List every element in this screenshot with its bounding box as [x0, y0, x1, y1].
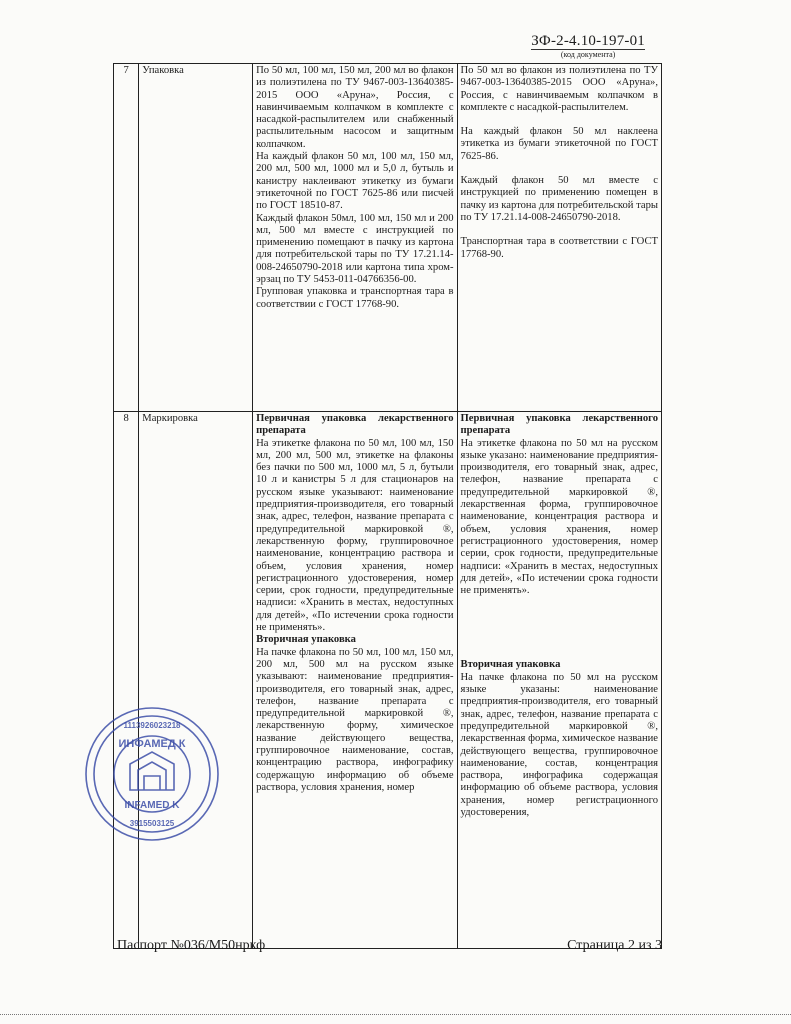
- row-number: 8: [114, 412, 139, 949]
- table-row: [114, 412, 662, 949]
- packaging-new-para-3: Каждый флакон 50 мл вместе с инструкцией по применению помещен в пачку из картона для потребительской тары по ТУ 17.21.14-008-24650790-2018.: [460, 175, 658, 223]
- packaging-para-1: По 50 мл, 100 мл, 150 мл, 200 мл во флакон из полиэтилена по ТУ 9467-003-13640385-2015 ООО «Аруна», Россия, с навинчиваемым колпачком в комплекте с насадкой-распылителем или снабженный распылительным насосом и защитным колпачком.: [256, 65, 454, 150]
- packaging-para-3: Каждый флакон 50мл, 100 мл, 150 мл и 200 мл, 500 мл вместе с инструкцией по применению помещают в пачку из картона для потребительской тары по ТУ 17.21.14-008-24650790-2018 или картона типа хром-эрзац по ТУ 5453-011-04766356-00.: [256, 212, 454, 286]
- passport-number: Паспорт №036/М50нркф: [117, 938, 266, 953]
- packaging-para-2: На каждый флакон 50 мл, 100 мл, 150 мл, 200 мл, 500 мл, 1000 мл и 5,0 л, бутыль и канистру наклеивают этикетку из бумаги этикеточной по ГОСТ 7625-86 или писчей по ГОСТ 18510-87.: [256, 151, 454, 212]
- packaging-new-para-2: На каждый флакон 50 мл наклеена этикетка из бумаги этикеточной по ГОСТ 7625-86.: [460, 126, 658, 162]
- document-code: ЗФ-2-4.10-197-01: [531, 33, 645, 49]
- document-code-caption: (код документа): [531, 49, 645, 60]
- old-value-cell: [253, 412, 457, 949]
- packaging-new-para-4: Транспортная тара в соответствии с ГОСТ 17768-90.: [460, 236, 658, 260]
- stamp-company-name: ИНФАМЕД К: [118, 738, 186, 750]
- stamp-company-latin: INFAMED K: [124, 800, 180, 811]
- row-title: Маркировка: [139, 412, 253, 949]
- primary-packaging-text-new: На этикетке флакона по 50 мл на русском языке указано: наименование предприятия-производителя, его товарный знак, адрес, телефон, название препарата с предупредительной маркировкой ®, лекарственная форма, группировочное наименование, концентрация раствора и объем, условия хранения, номер регистрационного удостоверения, номер серии, срок годности, предупредительные надписи: «Хранить в местах, недоступных для детей», «По истечении срока годности не применять».: [460, 437, 658, 597]
- primary-packaging-heading: Первичная упаковка лекарственного препарата: [256, 413, 454, 437]
- page-number: Страница 2 из 3: [567, 938, 662, 953]
- stamp-inn: 3915503125: [129, 819, 175, 828]
- row-title: Упаковка: [139, 64, 253, 412]
- new-value-cell: [457, 412, 661, 949]
- scan-edge-line: [0, 1014, 791, 1016]
- secondary-packaging-text: На пачке флакона по 50 мл, 100 мл, 150 мл, 200 мл, 500 мл на русском языке указывают: наименование предприятия-производителя, его товарный знак, адрес, телефон, название препарата с предупредительной маркировкой ®, лекарственную форму, химическое название действующего вещества, группировочное наименование, состав, концентрацию раствора, инфографику содержащую информацию об объеме раствора, условия хранения, номер: [256, 646, 454, 793]
- document-code-block: [531, 34, 645, 60]
- new-value-cell: [457, 64, 661, 412]
- company-seal-stamp: [82, 704, 222, 844]
- packaging-new-para-1: По 50 мл во флакон из полиэтилена по ТУ 9467-003-13640385-2015 ООО «Аруна», Россия, с навинчиваемым колпачком в комплекте с насадкой-распылителем.: [460, 65, 658, 113]
- packaging-para-4: Групповая упаковка и транспортная тара в соответствии с ГОСТ 17768-90.: [256, 286, 454, 310]
- primary-packaging-heading-new: Первичная упаковка лекарственного препарата: [460, 413, 658, 437]
- stamp-ogrn: 1113926023218: [123, 721, 181, 730]
- primary-packaging-text: На этикетке флакона по 50 мл, 100 мл, 150 мл, 200 мл, 500 мл, этикетке на флаконы без пачки по 500 мл, 1000 мл, 5 л, бутыли 10 л и канистры 5 л для стационаров на русском языке указывают: наименование предприятия-производителя, его товарный знак, адрес, телефон, название препарата с предупредительной маркировкой ®, лекарственную форму, группировочное наименование, концентрацию раствора и объем, условия хранения, номер регистрационного удостоверения, номер серии, срок годности, предупредительные надписи: «Хранить в местах, недоступных для детей», «По истечении срока годности не применять».: [256, 437, 454, 634]
- old-value-cell: [253, 64, 457, 412]
- table-row: [114, 64, 662, 412]
- row-number: 7: [114, 64, 139, 412]
- secondary-packaging-heading-new: Вторичная упаковка: [460, 659, 561, 671]
- secondary-packaging-heading: Вторичная упаковка: [256, 634, 356, 646]
- secondary-packaging-text-new: На пачке флакона по 50 мл на русском языке указаны: наименование предприятия-производителя, его товарный знак, адрес, телефон, название препарата с предупредительной маркировкой ®, лекарственная форма, химическое название действующего вещества, группировочное наименование, состав, концентрация раствора, инфографика содержащая информацию об объеме раствора, условия хранения, номер регистрационного удостоверения,: [460, 671, 658, 819]
